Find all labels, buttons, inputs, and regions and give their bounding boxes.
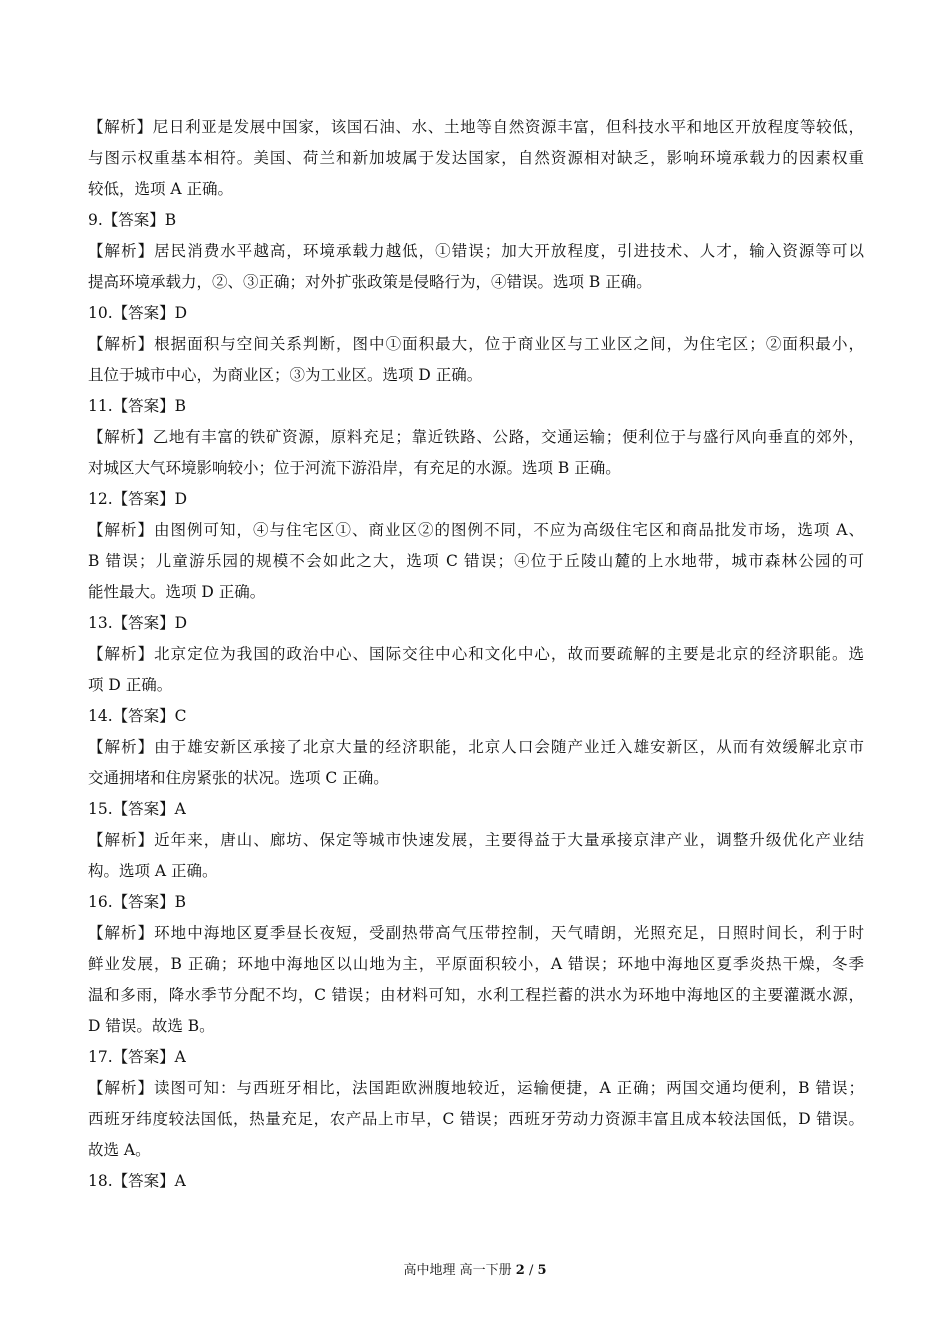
analysis-line: 【解析】环地中海地区夏季昼长夜短，受副热带高气压带控制，天气晴朗，光照充足，日照时间长，利于时 <box>88 924 864 942</box>
answer-line: 16.【答案】B <box>88 893 187 911</box>
analysis-line: 鲜业发展，B 正确；环地中海地区以山地为主，平原面积较小，A 错误；环地中海地区夏季炎热干燥，冬季 <box>88 955 864 973</box>
answer-line: 9.【答案】B <box>88 211 177 229</box>
answer-line: 17.【答案】A <box>88 1048 186 1066</box>
analysis-line: 故选 A。 <box>88 1141 151 1159</box>
analysis-line: 温和多雨，降水季节分配不均，C 错误；由材料可知，水利工程拦蓄的洪水为环地中海地区的主要灌溉水源， <box>88 986 864 1004</box>
analysis-line: 提高环境承载力，②、③正确；对外扩张政策是侵略行为，④错误。选项 B 正确。 <box>88 273 652 291</box>
analysis-paragraph <box>88 329 864 391</box>
analysis-line: 【解析】北京定位为我国的政治中心、国际交往中心和文化中心，故而要疏解的主要是北京的经济职能。选 <box>88 645 864 663</box>
analysis-line: D 错误。故选 B。 <box>88 1017 215 1035</box>
analysis-paragraph <box>88 236 864 298</box>
footer-current-page: 2 <box>515 1263 525 1278</box>
analysis-line: 【解析】由于雄安新区承接了北京大量的经济职能，北京人口会随产业迁入雄安新区，从而有效缓解北京市 <box>88 738 864 756</box>
answer-line: 14.【答案】C <box>88 707 187 725</box>
answer-line: 12.【答案】D <box>88 490 188 508</box>
analysis-line: B 错误；儿童游乐园的规模不会如此之大，选项 C 错误；④位于丘陵山麓的上水地带，城市森林公园的可 <box>88 552 864 570</box>
analysis-paragraph <box>88 112 864 205</box>
page-footer <box>0 1262 950 1280</box>
analysis-paragraph <box>88 918 864 1042</box>
analysis-line: 交通拥堵和住房紧张的状况。选项 C 正确。 <box>88 769 389 787</box>
analysis-line: 较低，选项 A 正确。 <box>88 180 234 198</box>
footer-total-pages: 5 <box>537 1263 547 1278</box>
analysis-line: 西班牙纬度较法国低，热量充足，农产品上市早，C 错误；西班牙劳动力资源丰富且成本较法国低，D 错误。 <box>88 1110 864 1128</box>
answer-line: 11.【答案】B <box>88 397 187 415</box>
analysis-line: 【解析】由图例可知，④与住宅区①、商业区②的图例不同，不应为高级住宅区和商品批发市场，选项 A、 <box>88 521 864 539</box>
analysis-paragraph <box>88 639 864 701</box>
answer-line: 10.【答案】D <box>88 304 188 322</box>
analysis-paragraph <box>88 1073 864 1166</box>
analysis-line: 【解析】尼日利亚是发展中国家，该国石油、水、土地等自然资源丰富，但科技水平和地区开放程度等较低， <box>88 118 864 136</box>
analysis-line: 【解析】根据面积与空间关系判断，图中①面积最大，位于商业区与工业区之间，为住宅区；②面积最小， <box>88 335 864 353</box>
analysis-line: 【解析】读图可知：与西班牙相比，法国距欧洲腹地较近，运输便捷，A 正确；两国交通均便利，B 错误； <box>88 1079 864 1097</box>
answer-line: 13.【答案】D <box>88 614 188 632</box>
analysis-line: 对城区大气环境影响较小；位于河流下游沿岸，有充足的水源。选项 B 正确。 <box>88 459 621 477</box>
analysis-line: 项 D 正确。 <box>88 676 173 694</box>
analysis-line: 【解析】居民消费水平越高，环境承载力越低，①错误；加大开放程度，引进技术、人才，输入资源等可以 <box>88 242 864 260</box>
analysis-paragraph <box>88 732 864 794</box>
answer-line: 18.【答案】A <box>88 1172 186 1190</box>
analysis-line: 且位于城市中心，为商业区；③为工业区。选项 D 正确。 <box>88 366 483 384</box>
analysis-paragraph <box>88 422 864 484</box>
analysis-line: 【解析】近年来，唐山、廊坊、保定等城市快速发展，主要得益于大量承接京津产业，调整升级优化产业结 <box>88 831 864 849</box>
analysis-line: 构。选项 A 正确。 <box>88 862 218 880</box>
analysis-paragraph <box>88 515 864 608</box>
analysis-line: 【解析】乙地有丰富的铁矿资源，原料充足；靠近铁路、公路，交通运输；便利位于与盛行风向垂直的郊外， <box>88 428 864 446</box>
answer-line: 15.【答案】A <box>88 800 186 818</box>
footer-separator: / <box>528 1263 534 1278</box>
analysis-line: 能性最大。选项 D 正确。 <box>88 583 266 601</box>
document-body <box>88 112 864 1197</box>
analysis-paragraph <box>88 825 864 887</box>
footer-label: 高中地理 高一下册 <box>403 1263 512 1278</box>
analysis-line: 与图示权重基本相符。美国、荷兰和新加坡属于发达国家，自然资源相对缺乏，影响环境承载力的因素权重 <box>88 149 864 167</box>
